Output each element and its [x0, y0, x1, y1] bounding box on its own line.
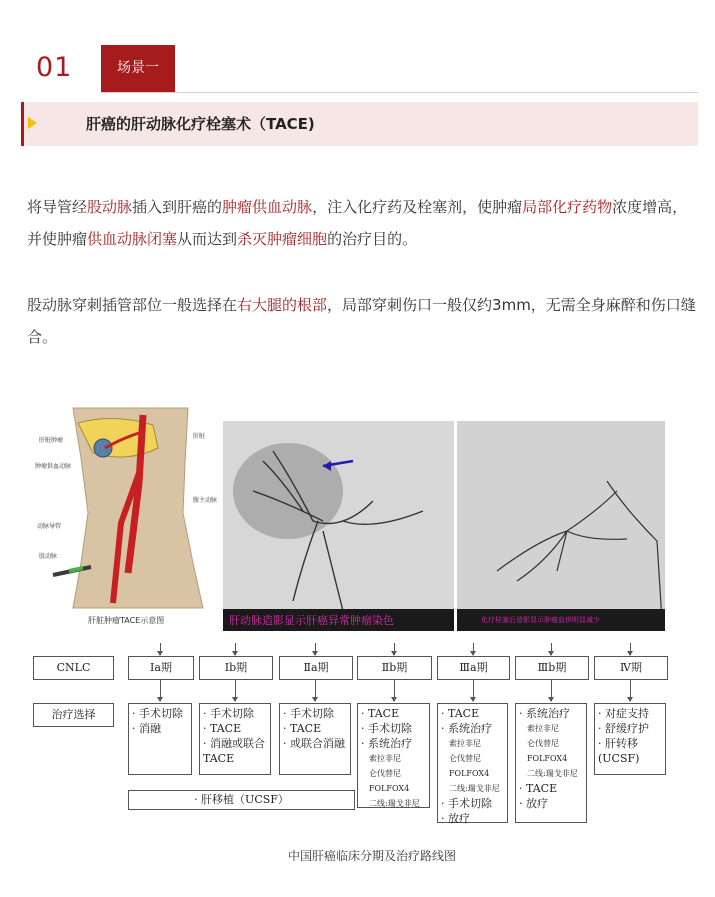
body-text: ，局部穿刺伤口一般仅约3mm，无需全身麻醉和伤口缝合。: [27, 296, 696, 346]
cnlc-box: CNLC: [33, 656, 114, 680]
treatment-box: [357, 703, 430, 808]
diagram-label-liver: 肝脏: [193, 433, 206, 440]
treatment-item: TACE: [203, 752, 235, 765]
treatment-item: · 手术切除: [441, 797, 492, 810]
treatment-item: 二线:瑞戈非尼: [449, 784, 500, 793]
treatment-box: [515, 703, 587, 823]
flow-arrow: [630, 643, 631, 655]
highlight-text: 股动脉: [87, 198, 133, 216]
treatment-item: · TACE: [361, 707, 400, 720]
treatment-item: 二线:瑞戈非尼: [527, 769, 578, 778]
treatment-item: · 肝转移: [598, 737, 638, 750]
body-text: 的治疗目的。: [327, 230, 418, 248]
highlight-text: 右大腿的根部: [237, 296, 328, 314]
diagram-label-catheter: 动脉导管: [37, 523, 62, 530]
flowchart-caption: 中国肝癌临床分期及治疗路线图: [288, 849, 457, 863]
angiogram-after: [457, 421, 665, 631]
treatment-item: · 或联合消融: [283, 737, 345, 750]
stage-box: Ⅰb期: [199, 656, 273, 680]
flow-arrow: [473, 679, 474, 701]
highlight-text: 局部化疗药物: [522, 198, 613, 216]
flow-arrow: [160, 643, 161, 655]
treatment-item: · 手术切除: [361, 722, 412, 735]
flow-arrow: [235, 679, 236, 701]
diagram-caption: 肝脏肿瘤TACE示意图: [88, 616, 165, 625]
treatment-item: · 放疗: [519, 797, 548, 810]
treatment-item: · 手术切除: [283, 707, 334, 720]
treatment-item: 索拉非尼: [369, 754, 401, 763]
treatment-box: [199, 703, 271, 775]
transplant-box: · 肝移植（UCSF）: [128, 790, 355, 810]
treatment-item: · 系统治疗: [519, 707, 570, 720]
treatment-item: · 手术切除: [203, 707, 254, 720]
treatment-item: · 消融或联合: [203, 737, 265, 750]
treatment-item: · TACE: [283, 722, 322, 735]
body-text: 将导管经: [27, 198, 88, 216]
flow-arrow: [473, 643, 474, 655]
flow-arrow: [551, 679, 552, 701]
treatment-item: · TACE: [203, 722, 242, 735]
angiogram-after-caption: 化疗栓塞后造影显示肿瘤血供明显减少: [481, 616, 600, 624]
stage-box: Ⅲa期: [437, 656, 510, 680]
stage-box: Ⅰa期: [128, 656, 194, 680]
flow-arrow: [551, 643, 552, 655]
banner-title: 肝癌的肝动脉化疗栓塞术（TACE): [86, 115, 315, 133]
treatment-item: · 放疗: [441, 812, 470, 825]
flow-arrow: [315, 643, 316, 655]
treatment-item: · 消融: [132, 722, 161, 735]
stage-box: Ⅱb期: [357, 656, 432, 680]
diagram-label-feeding-artery: 肿瘤供血动脉: [35, 463, 72, 470]
figure: [33, 403, 674, 865]
treatment-item: · 舒缓疗护: [598, 722, 649, 735]
stage-box: Ⅲb期: [515, 656, 589, 680]
diagram-label-aorta: 腹主动脉: [193, 497, 218, 504]
angiogram-before-caption: 肝动脉造影显示肝癌异常肿瘤染色: [229, 614, 394, 627]
treatment-box: [279, 703, 351, 775]
diagram-label-femoral-artery: 股动脉: [39, 553, 58, 560]
treatment-item: · 手术切除: [132, 707, 183, 720]
flow-arrow: [394, 679, 395, 701]
treatment-item: 索拉非尼: [527, 724, 559, 733]
body-text: 插入到肝癌的: [132, 198, 223, 216]
section-divider: [101, 92, 698, 93]
treatment-item: · TACE: [519, 782, 558, 795]
treatment-box: [437, 703, 508, 823]
section-number: 01: [36, 52, 73, 83]
treatment-item: 二线:瑞戈非尼: [369, 799, 420, 808]
treatment-item: 仑伐替尼: [449, 754, 481, 763]
treatment-box: [594, 703, 666, 775]
treatment-label-box: 治疗选择: [33, 703, 114, 727]
paragraph-2: [27, 289, 697, 353]
body-text: 从而达到: [177, 230, 238, 248]
angiogram-before: [223, 421, 454, 631]
body-text: 浓度增高，并使肿瘤: [27, 198, 688, 248]
treatment-box: [128, 703, 192, 775]
treatment-item: · 对症支持: [598, 707, 649, 720]
diagram-label-tumor: 肝脏肿瘤: [39, 437, 64, 444]
body-text: ，注入化疗药及栓塞剂，使肿瘤: [312, 198, 523, 216]
treatment-item: · TACE: [441, 707, 480, 720]
treatment-item: 仑伐替尼: [369, 769, 401, 778]
flow-arrow: [160, 679, 161, 701]
highlight-text: 杀灭肿瘤细胞: [237, 230, 328, 248]
highlight-text: 肿瘤供血动脉: [222, 198, 313, 216]
stage-box: Ⅱa期: [279, 656, 353, 680]
treatment-item: FOLFOX4: [527, 754, 568, 763]
treatment-item: FOLFOX4: [369, 784, 410, 793]
stage-box: Ⅳ期: [594, 656, 668, 680]
flow-arrow: [235, 643, 236, 655]
treatment-item: · 系统治疗: [361, 737, 412, 750]
treatment-item: (UCSF): [598, 752, 640, 765]
triangle-icon: [28, 117, 37, 129]
section-label: 场景一: [117, 60, 159, 76]
banner-accent-bar: [21, 102, 24, 146]
flow-arrow: [630, 679, 631, 701]
treatment-item: 索拉非尼: [449, 739, 481, 748]
highlight-text: 供血动脉闭塞: [87, 230, 178, 248]
treatment-item: 仑伐替尼: [527, 739, 559, 748]
body-text: 股动脉穿刺插管部位一般选择在: [27, 296, 238, 314]
treatment-item: FOLFOX4: [449, 769, 490, 778]
flow-arrow: [315, 679, 316, 701]
flow-arrow: [394, 643, 395, 655]
treatment-item: · 系统治疗: [441, 722, 492, 735]
paragraph-1: [27, 191, 697, 255]
